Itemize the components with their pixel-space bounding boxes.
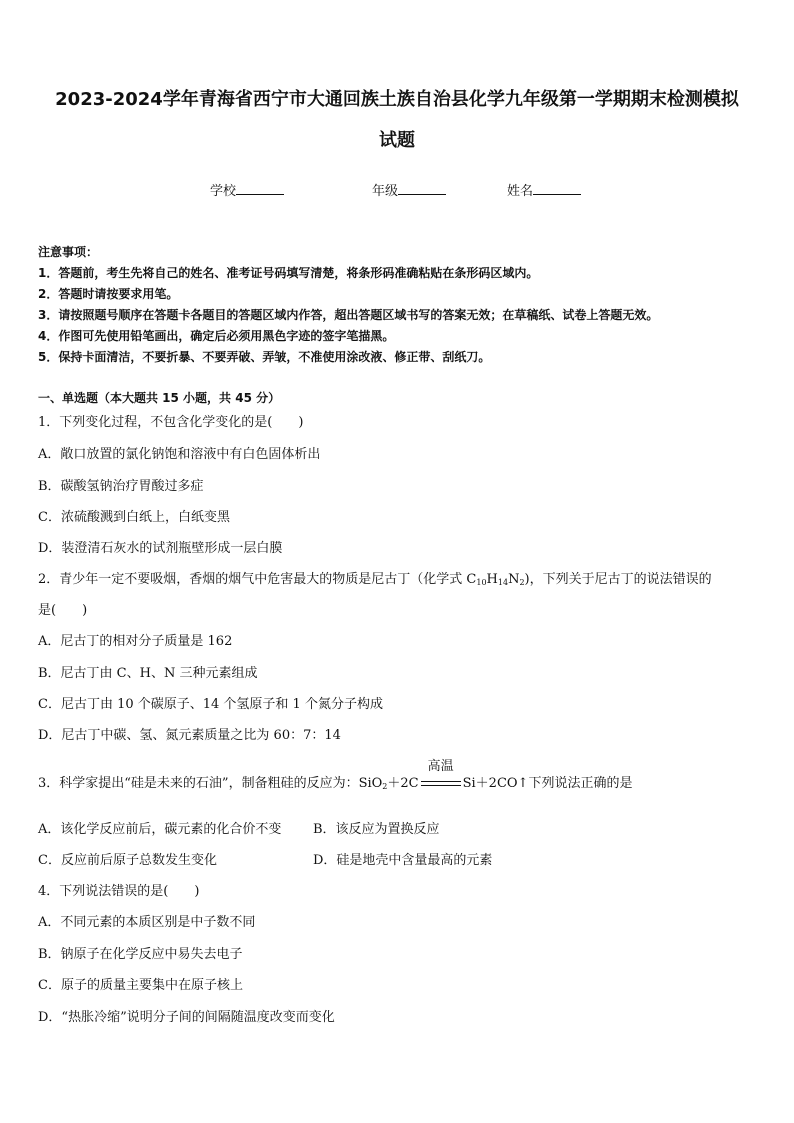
q3-option-d: D．硅是地壳中含量最高的元素 (313, 853, 493, 868)
q4-option-b: B．钠原子在化学反应中易失去电子 (38, 947, 243, 962)
grade-blank (398, 181, 446, 195)
notice-item: 4．作图可先使用铅笔画出，确定后必须用黑色字迹的签字笔描黑。 (38, 329, 395, 343)
q1-option-c: C．浓硫酸溅到白纸上，白纸变黑 (38, 510, 230, 525)
grade-label: 年级 (372, 184, 399, 199)
q2-option-a: A．尼古丁的相对分子质量是 162 (38, 634, 233, 649)
name-label: 姓名 (507, 184, 534, 199)
q4-option-a: A．不同元素的本质区别是中子数不同 (38, 915, 256, 930)
q4-option-d: D．“热胀冷缩”说明分子间的间隔随温度改变而变化 (38, 1010, 335, 1025)
notice-item: 5．保持卡面清洁，不要折暴、不要弄破、弄皱，不准使用涂改液、修正带、刮纸刀。 (38, 350, 491, 364)
q4-stem: 4．下列说法错误的是( ) (38, 884, 200, 899)
q2-option-b: B．尼古丁由 C、H、N 三种元素组成 (38, 666, 258, 681)
school-blank (236, 181, 284, 195)
exam-title: 2023-2024学年青海省西宁市大通回族土族自治县化学九年级第一学期期末检测模拟 (55, 89, 739, 110)
notice-item: 2．答题时请按要求用笔。 (38, 287, 179, 301)
exam-title-line2: 试题 (379, 130, 415, 151)
q1-option-b: B．碳酸氢钠治疗胃酸过多症 (38, 479, 204, 494)
q3-option-b: B．该反应为置换反应 (313, 822, 440, 837)
q3-option-c: C．反应前后原子总数发生变化 (38, 853, 217, 868)
q4-option-c: C．原子的质量主要集中在原子核上 (38, 978, 243, 993)
reaction-arrow (419, 759, 463, 793)
q1-stem: 1．下列变化过程，不包含化学变化的是( ) (38, 415, 304, 430)
school-label: 学校 (210, 184, 237, 199)
name-blank (533, 181, 581, 195)
q2-stem: 2．青少年一定不要吸烟，香烟的烟气中危害最大的物质是尼古丁（化学式 $C_{10}H_{14}N_2$)，下列关于尼古丁的说法错误的 (38, 572, 712, 587)
q3-stem: 3．科学家提出“硅是未来的石油”，制备粗硅的反应为：SiO$_2$＋2C 高温 Si＋2CO↑下列说法正确的是 (38, 759, 633, 791)
notice-item: 1．答题前，考生先将自己的姓名、准考证号码填写清楚，将条形码准确粘贴在条形码区域内。 (38, 266, 539, 280)
name-field (507, 181, 581, 201)
q2-stem-line2: 是( ) (38, 603, 88, 618)
q1-option-d: D．装澄清石灰水的试剂瓶壁形成一层白膜 (38, 541, 283, 556)
q2-option-c: C．尼古丁由 10 个碳原子、14 个氢原子和 1 个氮分子构成 (38, 697, 383, 712)
reaction-condition: 高温 (427, 759, 454, 774)
school-field (210, 181, 284, 201)
q1-option-a: A．敞口放置的氯化钠饱和溶液中有白色固体析出 (38, 447, 321, 462)
q2-option-d: D．尼古丁中碳、氢、氮元素质量之比为 60：7：14 (38, 728, 341, 743)
grade-field (372, 181, 446, 201)
notice-heading: 注意事项： (38, 245, 99, 259)
q3-option-a: A．该化学反应前后，碳元素的化合价不变 (38, 822, 282, 837)
notice-item: 3．请按照题号顺序在答题卡各题目的答题区域内作答，超出答题区域书写的答案无效；在草稿纸、试卷上答题无效。 (38, 308, 659, 322)
section-heading: 一、单选题（本大题共 15 小题，共 45 分） (38, 391, 281, 405)
